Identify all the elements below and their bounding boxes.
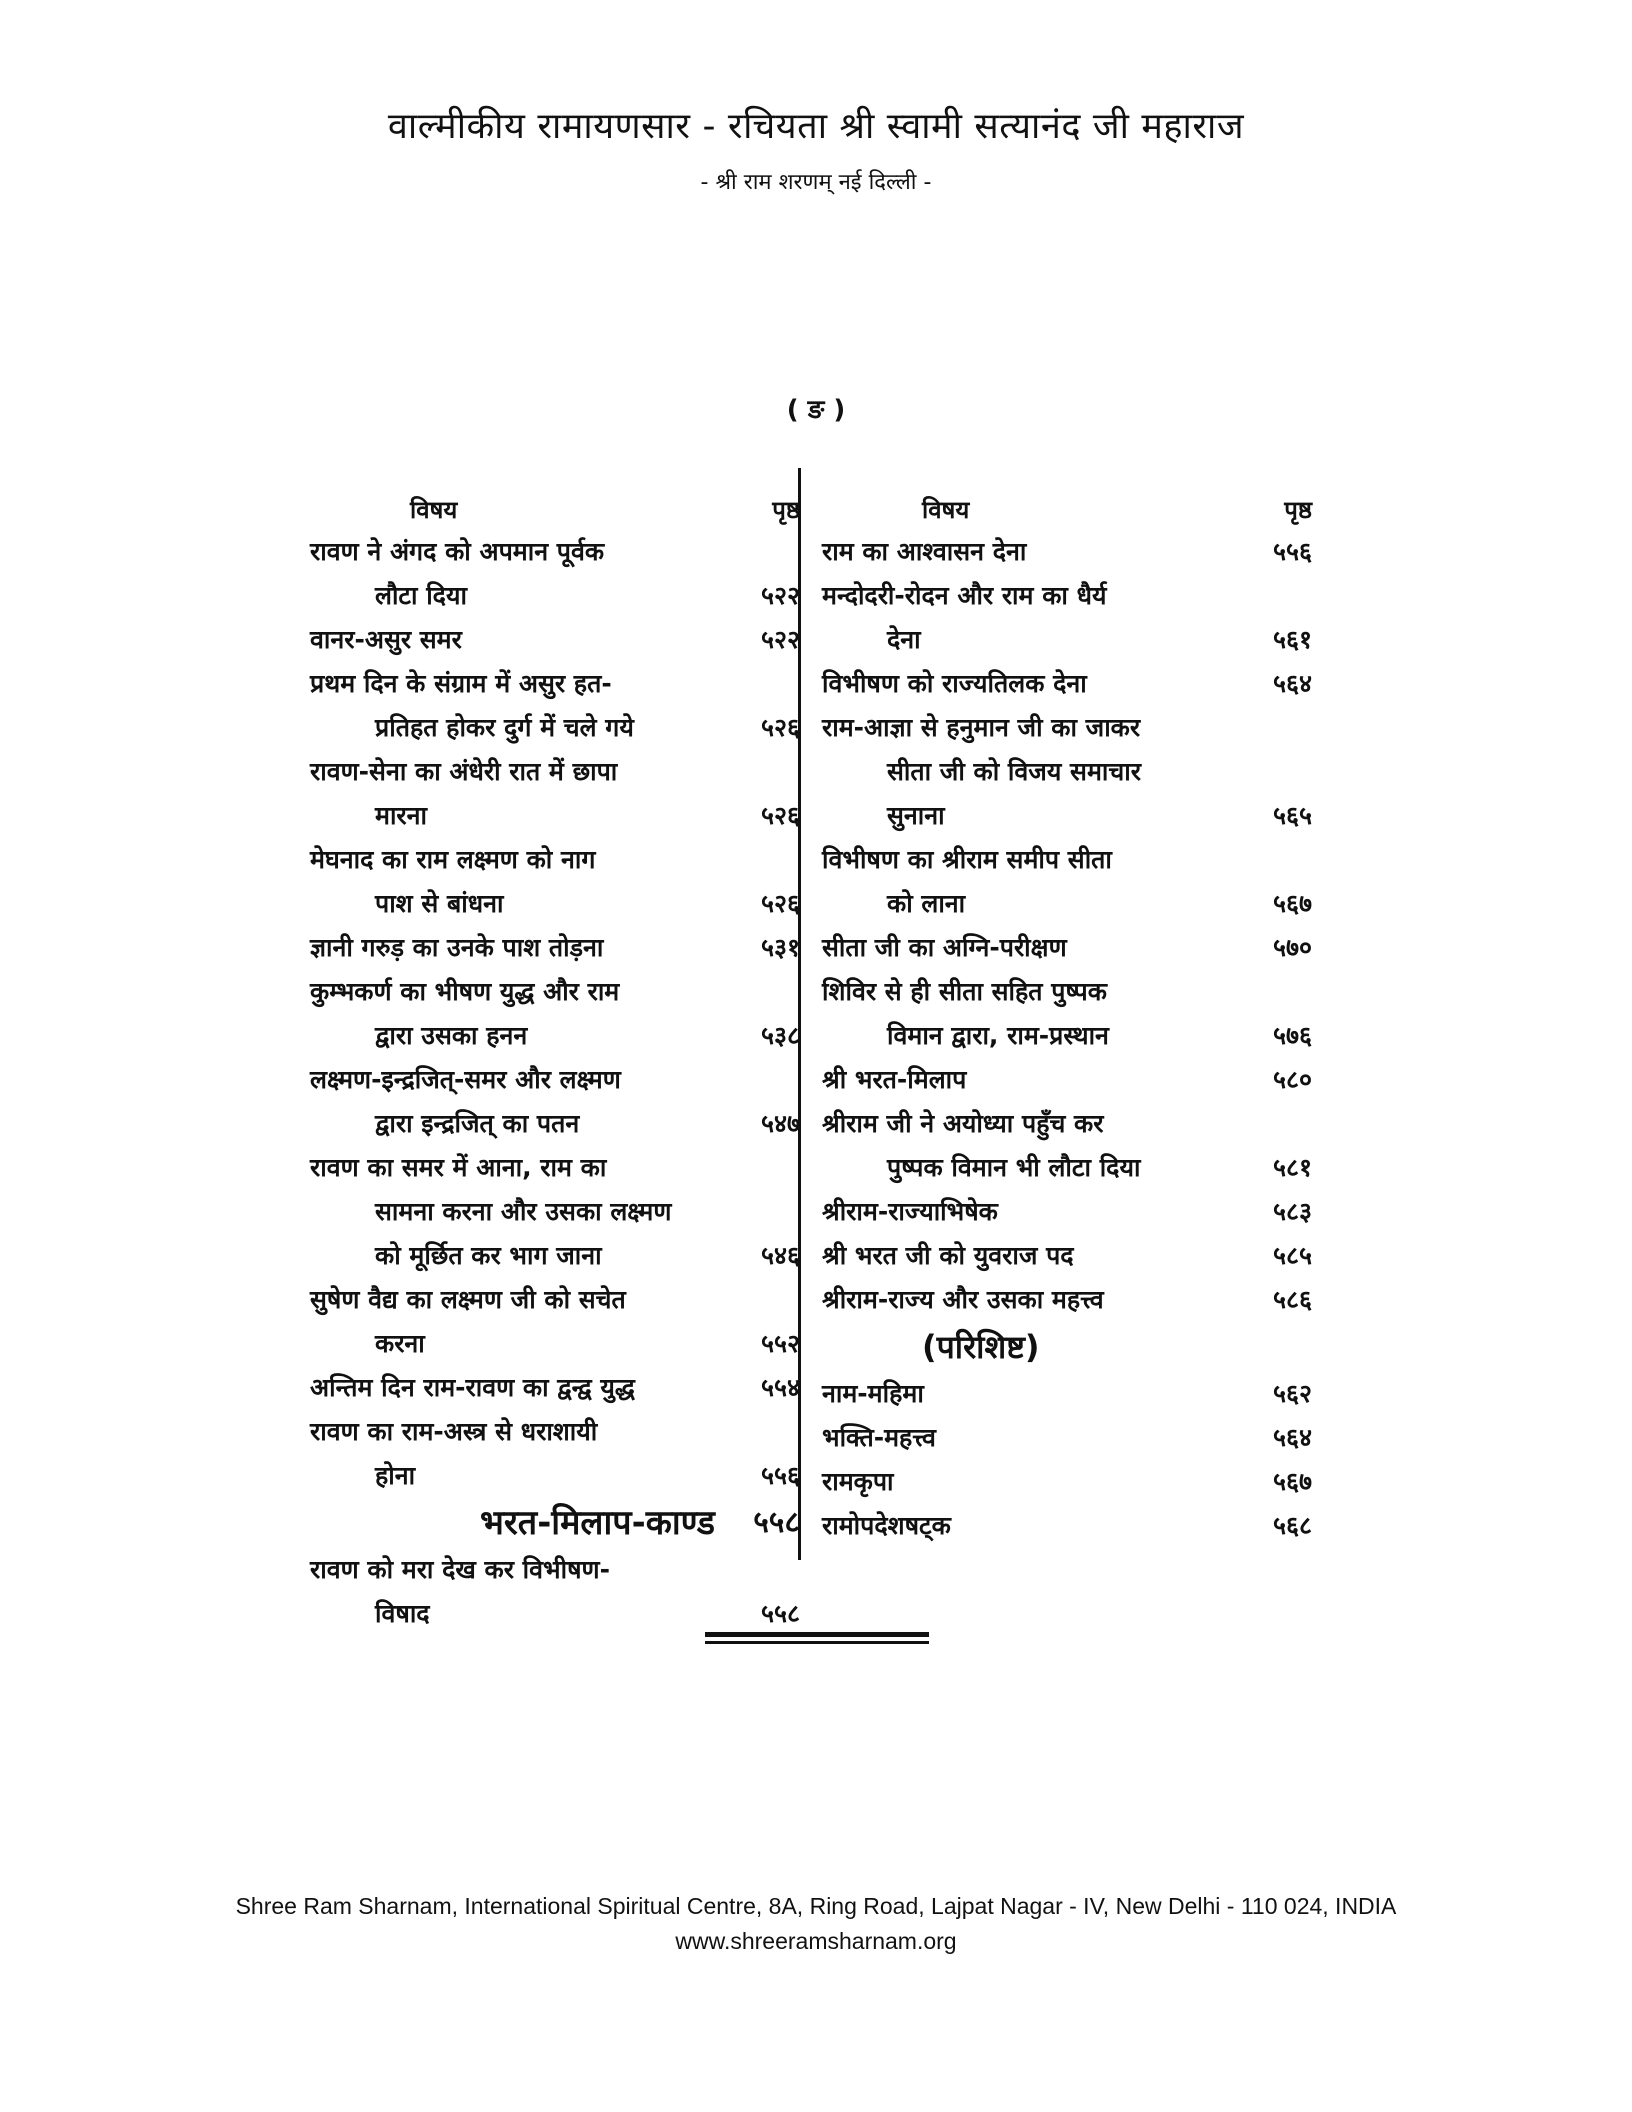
section-heading-page: ५५८ [753, 1505, 800, 1540]
toc-entry-text: रावण ने अंगद को अपमान पूर्वक [310, 537, 605, 566]
toc-entry-page: ५६७ [1272, 889, 1312, 918]
page-marker: ( ङ ) [786, 395, 846, 425]
toc-entry [300, 574, 800, 618]
toc-entry [300, 1548, 800, 1592]
toc-entry-text: रामोपदेशषट्क [822, 1511, 951, 1540]
toc-entry-page: ५६४ [1272, 1423, 1312, 1452]
toc-entry-page: ५८० [1272, 1065, 1312, 1094]
toc-entry-text: पाश से बांधना [375, 889, 504, 918]
toc-entry-page: ५२२ [760, 625, 800, 654]
footer-website: www.shreeramsharnam.org [675, 1928, 957, 1954]
toc-entry [812, 1146, 1312, 1190]
toc-entry-page: ५६५ [1272, 801, 1312, 830]
toc-entry [300, 1278, 800, 1322]
document-subtitle: - श्री राम शरणम् नई दिल्ली - [700, 170, 932, 195]
toc-entry [300, 1592, 800, 1636]
toc-entry [300, 1058, 800, 1102]
toc-entry-page: ५६१ [1272, 625, 1312, 654]
toc-entry [812, 838, 1312, 882]
toc-entry-text: द्वारा उसका हनन [375, 1021, 528, 1050]
toc-entry-page: ५२६ [760, 713, 800, 742]
toc-entry [812, 1416, 1312, 1460]
end-rule [705, 1632, 929, 1648]
toc-entry [300, 706, 800, 750]
toc-entry-text: मन्दोदरी-रोदन और राम का धैर्य [822, 581, 1107, 610]
section-heading-parishisht [812, 1322, 1312, 1372]
toc-entry [812, 1504, 1312, 1548]
toc-entry [812, 662, 1312, 706]
toc-entry-text: होना [375, 1461, 416, 1490]
toc-entry-text: रावण का राम-अस्त्र से धराशायी [310, 1417, 598, 1446]
toc-entry-text: रावण को मरा देख कर विभीषण- [310, 1555, 610, 1584]
toc-entry-text: सामना करना और उसका लक्ष्मण [375, 1197, 672, 1226]
toc-entry-page: ५७६ [1272, 1021, 1312, 1050]
toc-entry [300, 926, 800, 970]
toc-entry-page: ५७० [1272, 933, 1312, 962]
toc-entry [300, 1014, 800, 1058]
toc-entry [300, 1410, 800, 1454]
toc-entry-page: ५६४ [1272, 669, 1312, 698]
right-column-header [812, 490, 1312, 530]
toc-entry-text: सीता जी को विजय समाचार [887, 757, 1141, 786]
toc-entry-page: ५५२ [760, 1329, 800, 1358]
toc-entry-page: ५८५ [1272, 1241, 1312, 1270]
toc-entry [812, 1058, 1312, 1102]
footer-address: Shree Ram Sharnam, International Spiritual Centre, 8A, Ring Road, Lajpat Nagar - IV, New Delhi - 110 024, INDIA [235, 1893, 1397, 1919]
toc-entry [300, 1366, 800, 1410]
toc-entry [300, 1234, 800, 1278]
toc-entry [300, 662, 800, 706]
toc-entry [812, 926, 1312, 970]
toc-entry-page: ५२६ [760, 801, 800, 830]
toc-entry-text: को लाना [887, 889, 966, 918]
toc-entry-text: श्रीराम-राज्य और उसका महत्त्व [822, 1285, 1104, 1314]
toc-entry-text: देना [887, 625, 921, 654]
toc-entry-text: प्रतिहत होकर दुर्ग में चले गये [375, 713, 634, 742]
toc-entry [812, 1102, 1312, 1146]
toc-entry-page: ५६८ [1272, 1511, 1312, 1540]
toc-entry [812, 530, 1312, 574]
toc-entry-page: ५८३ [1272, 1197, 1312, 1226]
toc-entry-text: सुषेण वैद्य का लक्ष्मण जी को सचेत [310, 1285, 626, 1314]
toc-entry-text: कुम्भकर्ण का भीषण युद्ध और राम [310, 977, 620, 1006]
left-contents-column [300, 490, 800, 1636]
toc-entry-page: ५२६ [760, 889, 800, 918]
toc-entry [300, 882, 800, 926]
toc-entry-text: मारना [375, 801, 428, 830]
toc-entry-text: शिविर से ही सीता सहित पुष्पक [822, 977, 1107, 1006]
toc-entry-text: श्रीराम जी ने अयोध्या पहुँच कर [822, 1109, 1104, 1138]
toc-entry [812, 750, 1312, 794]
toc-entry-text: विभीषण को राज्यतिलक देना [822, 669, 1087, 698]
toc-entry [812, 882, 1312, 926]
toc-entry-page: ५३१ [760, 933, 800, 962]
toc-entry-page: ५५६ [760, 1461, 800, 1490]
toc-entry [300, 794, 800, 838]
end-rule-thin [705, 1641, 929, 1644]
section-heading-text: (परिशिष्ट) [922, 1328, 1040, 1366]
toc-entry-text: रावण-सेना का अंधेरी रात में छापा [310, 757, 618, 786]
section-heading-text: भरत-मिलाप-काण्ड [480, 1503, 715, 1543]
toc-entry [812, 1190, 1312, 1234]
toc-entry [812, 618, 1312, 662]
left-column-header [300, 490, 800, 530]
toc-entry [812, 1372, 1312, 1416]
toc-entry [300, 750, 800, 794]
toc-entry-text: ज्ञानी गरुड़ का उनके पाश तोड़ना [310, 933, 604, 962]
toc-entry-text: लौटा दिया [375, 581, 467, 610]
toc-entry [300, 618, 800, 662]
toc-entry [300, 1146, 800, 1190]
toc-entry-text: रामकृपा [822, 1467, 894, 1496]
right-contents-column [812, 490, 1312, 1548]
toc-entry-page: ५२२ [760, 581, 800, 610]
toc-entry-text: अन्तिम दिन राम-रावण का द्वन्द्व युद्ध [310, 1373, 635, 1402]
toc-entry [300, 970, 800, 1014]
page-heading: पृष्ठ [1284, 496, 1312, 524]
subject-heading: विषय [410, 496, 458, 524]
document-title: वाल्मीकीय रामायणसार - रचियता श्री स्वामी सत्यानंद जी महाराज [387, 106, 1245, 147]
toc-entry-page: ५४६ [760, 1241, 800, 1270]
toc-entry-text: मेघनाद का राम लक्ष्मण को नाग [310, 845, 596, 874]
toc-entry-text: श्री भरत-मिलाप [822, 1065, 967, 1094]
toc-entry [812, 970, 1312, 1014]
toc-entry [300, 1454, 800, 1498]
toc-entry-page: ५४७ [760, 1109, 800, 1138]
toc-entry-page: ५८६ [1272, 1285, 1312, 1314]
toc-entry [812, 574, 1312, 618]
toc-entry-text: राम का आश्वासन देना [822, 537, 1027, 566]
toc-entry-text: करना [375, 1329, 425, 1358]
section-heading-bharat-milap-kand [300, 1498, 800, 1548]
toc-entry-text: वानर-असुर समर [310, 625, 462, 654]
toc-entry-text: विभीषण का श्रीराम समीप सीता [822, 845, 1112, 874]
toc-entry [300, 1190, 800, 1234]
toc-entry-text: श्री भरत जी को युवराज पद [822, 1241, 1074, 1270]
toc-entry-text: को मूर्छित कर भाग जाना [375, 1241, 602, 1270]
toc-entry-page: ५५४ [760, 1373, 800, 1402]
toc-entry-page: ५३८ [760, 1021, 800, 1050]
toc-entry-text: पुष्पक विमान भी लौटा दिया [887, 1153, 1141, 1182]
toc-entry-text: श्रीराम-राज्याभिषेक [822, 1197, 998, 1226]
toc-entry-text: द्वारा इन्द्रजित् का पतन [375, 1109, 580, 1138]
toc-entry [812, 706, 1312, 750]
toc-entry-text: विषाद [375, 1599, 430, 1628]
toc-entry-text: भक्ति-महत्त्व [822, 1423, 936, 1452]
toc-entry-page: ५६२ [1272, 1379, 1312, 1408]
toc-entry-text: सुनाना [887, 801, 945, 830]
toc-entry [812, 1234, 1312, 1278]
toc-entry [300, 838, 800, 882]
toc-entry [812, 794, 1312, 838]
toc-entry-text: सीता जी का अग्नि-परीक्षण [822, 933, 1067, 962]
toc-entry-text: प्रथम दिन के संग्राम में असुर हत- [310, 669, 612, 698]
toc-entry [812, 1460, 1312, 1504]
toc-entry [300, 530, 800, 574]
toc-entry-page: ५८१ [1272, 1153, 1312, 1182]
toc-entry-text: लक्ष्मण-इन्द्रजित्-समर और लक्ष्मण [310, 1065, 621, 1094]
toc-entry-page: ५५६ [1272, 537, 1312, 566]
toc-entry-text: राम-आज्ञा से हनुमान जी का जाकर [822, 713, 1141, 742]
page-heading: पृष्ठ [772, 496, 800, 524]
toc-entry-text: नाम-महिमा [822, 1379, 924, 1408]
toc-entry-page: ५५८ [760, 1599, 800, 1628]
toc-entry [300, 1102, 800, 1146]
subject-heading: विषय [922, 496, 970, 524]
end-rule-thick [705, 1632, 929, 1637]
toc-entry [812, 1014, 1312, 1058]
toc-entry [300, 1322, 800, 1366]
toc-entry-text: विमान द्वारा, राम-प्रस्थान [887, 1021, 1109, 1050]
toc-entry [812, 1278, 1312, 1322]
toc-entry-page: ५६७ [1272, 1467, 1312, 1496]
toc-entry-text: रावण का समर में आना, राम का [310, 1153, 607, 1182]
